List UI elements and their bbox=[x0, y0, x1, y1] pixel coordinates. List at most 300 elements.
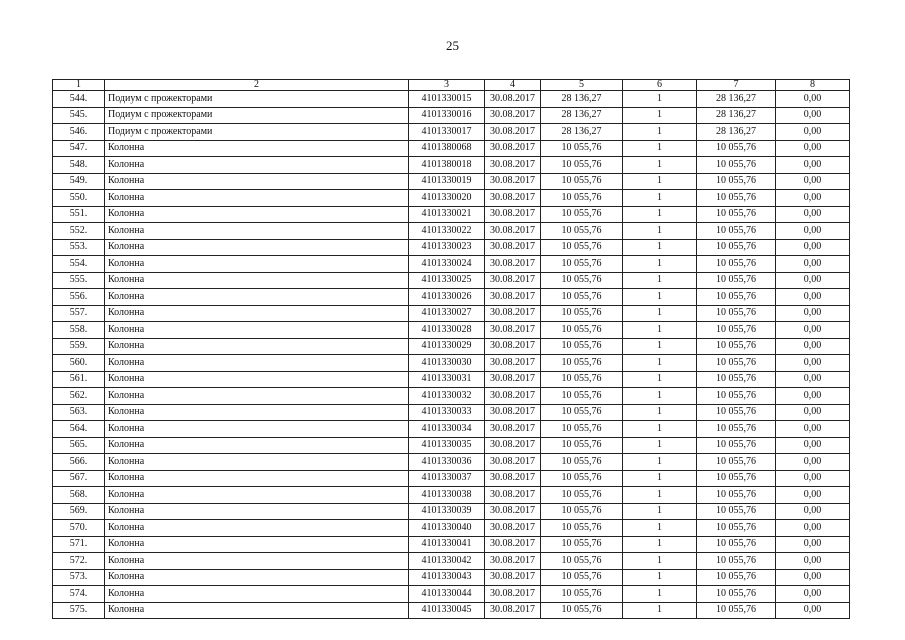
initial-cost-cell: 10 055,76 bbox=[541, 338, 623, 355]
date-cell: 30.08.2017 bbox=[485, 322, 541, 339]
depreciation-cell: 10 055,76 bbox=[697, 569, 776, 586]
date-cell: 30.08.2017 bbox=[485, 190, 541, 207]
table-row bbox=[53, 124, 850, 141]
item-name-cell: Подиум с прожекторами bbox=[105, 91, 409, 108]
row-number-cell: 545. bbox=[53, 107, 105, 124]
inventory-number-cell: 4101330037 bbox=[409, 470, 485, 487]
inventory-number-cell: 4101330045 bbox=[409, 602, 485, 619]
row-number-cell: 564. bbox=[53, 421, 105, 438]
table-row bbox=[53, 157, 850, 174]
inventory-number-cell: 4101330015 bbox=[409, 91, 485, 108]
depreciation-cell: 10 055,76 bbox=[697, 470, 776, 487]
row-number-cell: 555. bbox=[53, 272, 105, 289]
item-name-cell: Подиум с прожекторами bbox=[105, 107, 409, 124]
date-cell: 30.08.2017 bbox=[485, 140, 541, 157]
item-name-cell: Колонна bbox=[105, 602, 409, 619]
quantity-cell: 1 bbox=[623, 437, 697, 454]
item-name-cell: Колонна bbox=[105, 487, 409, 504]
row-number-cell: 569. bbox=[53, 503, 105, 520]
row-number-cell: 559. bbox=[53, 338, 105, 355]
initial-cost-cell: 10 055,76 bbox=[541, 421, 623, 438]
residual-value-cell: 0,00 bbox=[776, 91, 850, 108]
table-row bbox=[53, 470, 850, 487]
table-row bbox=[53, 421, 850, 438]
item-name-cell: Колонна bbox=[105, 553, 409, 570]
residual-value-cell: 0,00 bbox=[776, 124, 850, 141]
inventory-number-cell: 4101330021 bbox=[409, 206, 485, 223]
row-number-cell: 556. bbox=[53, 289, 105, 306]
item-name-cell: Колонна bbox=[105, 338, 409, 355]
initial-cost-cell: 10 055,76 bbox=[541, 239, 623, 256]
item-name-cell: Колонна bbox=[105, 536, 409, 553]
date-cell: 30.08.2017 bbox=[485, 421, 541, 438]
table-row bbox=[53, 256, 850, 273]
item-name-cell: Колонна bbox=[105, 157, 409, 174]
residual-value-cell: 0,00 bbox=[776, 470, 850, 487]
inventory-number-cell: 4101330032 bbox=[409, 388, 485, 405]
table-row bbox=[53, 454, 850, 471]
column-header: 3 bbox=[409, 80, 485, 91]
table-row bbox=[53, 602, 850, 619]
quantity-cell: 1 bbox=[623, 272, 697, 289]
table-row bbox=[53, 322, 850, 339]
quantity-cell: 1 bbox=[623, 322, 697, 339]
inventory-number-cell: 4101330022 bbox=[409, 223, 485, 240]
inventory-number-cell: 4101330030 bbox=[409, 355, 485, 372]
date-cell: 30.08.2017 bbox=[485, 206, 541, 223]
residual-value-cell: 0,00 bbox=[776, 256, 850, 273]
quantity-cell: 1 bbox=[623, 355, 697, 372]
depreciation-cell: 10 055,76 bbox=[697, 553, 776, 570]
inventory-number-cell: 4101330036 bbox=[409, 454, 485, 471]
date-cell: 30.08.2017 bbox=[485, 586, 541, 603]
depreciation-cell: 10 055,76 bbox=[697, 338, 776, 355]
row-number-cell: 570. bbox=[53, 520, 105, 537]
item-name-cell: Колонна bbox=[105, 140, 409, 157]
residual-value-cell: 0,00 bbox=[776, 206, 850, 223]
row-number-cell: 561. bbox=[53, 371, 105, 388]
item-name-cell: Колонна bbox=[105, 305, 409, 322]
table-row bbox=[53, 404, 850, 421]
table-row bbox=[53, 305, 850, 322]
quantity-cell: 1 bbox=[623, 256, 697, 273]
page-number: 25 bbox=[446, 38, 459, 53]
inventory-number-cell: 4101330039 bbox=[409, 503, 485, 520]
inventory-number-cell: 4101330027 bbox=[409, 305, 485, 322]
row-number-cell: 554. bbox=[53, 256, 105, 273]
residual-value-cell: 0,00 bbox=[776, 371, 850, 388]
depreciation-cell: 10 055,76 bbox=[697, 190, 776, 207]
inventory-number-cell: 4101330042 bbox=[409, 553, 485, 570]
depreciation-cell: 10 055,76 bbox=[697, 503, 776, 520]
depreciation-cell: 10 055,76 bbox=[697, 602, 776, 619]
quantity-cell: 1 bbox=[623, 239, 697, 256]
quantity-cell: 1 bbox=[623, 503, 697, 520]
table-row bbox=[53, 388, 850, 405]
table-row bbox=[53, 107, 850, 124]
inventory-number-cell: 4101380018 bbox=[409, 157, 485, 174]
date-cell: 30.08.2017 bbox=[485, 223, 541, 240]
initial-cost-cell: 10 055,76 bbox=[541, 470, 623, 487]
quantity-cell: 1 bbox=[623, 586, 697, 603]
header-row bbox=[53, 80, 850, 91]
row-number-cell: 550. bbox=[53, 190, 105, 207]
inventory-number-cell: 4101330043 bbox=[409, 569, 485, 586]
inventory-number-cell: 4101330028 bbox=[409, 322, 485, 339]
item-name-cell: Колонна bbox=[105, 470, 409, 487]
inventory-number-cell: 4101330023 bbox=[409, 239, 485, 256]
row-number-cell: 549. bbox=[53, 173, 105, 190]
quantity-cell: 1 bbox=[623, 388, 697, 405]
inventory-number-cell: 4101330017 bbox=[409, 124, 485, 141]
inventory-number-cell: 4101330041 bbox=[409, 536, 485, 553]
table-header bbox=[53, 80, 850, 91]
inventory-number-cell: 4101330031 bbox=[409, 371, 485, 388]
item-name-cell: Подиум с прожекторами bbox=[105, 124, 409, 141]
initial-cost-cell: 10 055,76 bbox=[541, 503, 623, 520]
date-cell: 30.08.2017 bbox=[485, 124, 541, 141]
date-cell: 30.08.2017 bbox=[485, 553, 541, 570]
quantity-cell: 1 bbox=[623, 602, 697, 619]
residual-value-cell: 0,00 bbox=[776, 338, 850, 355]
initial-cost-cell: 10 055,76 bbox=[541, 223, 623, 240]
depreciation-cell: 28 136,27 bbox=[697, 107, 776, 124]
table-row bbox=[53, 569, 850, 586]
quantity-cell: 1 bbox=[623, 470, 697, 487]
depreciation-cell: 28 136,27 bbox=[697, 124, 776, 141]
initial-cost-cell: 10 055,76 bbox=[541, 437, 623, 454]
inventory-number-cell: 4101330016 bbox=[409, 107, 485, 124]
row-number-cell: 573. bbox=[53, 569, 105, 586]
date-cell: 30.08.2017 bbox=[485, 338, 541, 355]
date-cell: 30.08.2017 bbox=[485, 371, 541, 388]
date-cell: 30.08.2017 bbox=[485, 454, 541, 471]
table-row bbox=[53, 355, 850, 372]
date-cell: 30.08.2017 bbox=[485, 173, 541, 190]
item-name-cell: Колонна bbox=[105, 256, 409, 273]
residual-value-cell: 0,00 bbox=[776, 239, 850, 256]
quantity-cell: 1 bbox=[623, 520, 697, 537]
quantity-cell: 1 bbox=[623, 289, 697, 306]
quantity-cell: 1 bbox=[623, 173, 697, 190]
inventory-number-cell: 4101330020 bbox=[409, 190, 485, 207]
date-cell: 30.08.2017 bbox=[485, 107, 541, 124]
quantity-cell: 1 bbox=[623, 157, 697, 174]
column-header: 1 bbox=[53, 80, 105, 91]
row-number-cell: 565. bbox=[53, 437, 105, 454]
table-row bbox=[53, 190, 850, 207]
inventory-number-cell: 4101330033 bbox=[409, 404, 485, 421]
initial-cost-cell: 10 055,76 bbox=[541, 140, 623, 157]
residual-value-cell: 0,00 bbox=[776, 536, 850, 553]
inventory-number-cell: 4101380068 bbox=[409, 140, 485, 157]
row-number-cell: 574. bbox=[53, 586, 105, 603]
initial-cost-cell: 28 136,27 bbox=[541, 91, 623, 108]
quantity-cell: 1 bbox=[623, 404, 697, 421]
item-name-cell: Колонна bbox=[105, 223, 409, 240]
date-cell: 30.08.2017 bbox=[485, 305, 541, 322]
quantity-cell: 1 bbox=[623, 190, 697, 207]
table-row bbox=[53, 520, 850, 537]
table-row bbox=[53, 91, 850, 108]
depreciation-cell: 10 055,76 bbox=[697, 256, 776, 273]
residual-value-cell: 0,00 bbox=[776, 569, 850, 586]
inventory-number-cell: 4101330035 bbox=[409, 437, 485, 454]
depreciation-cell: 10 055,76 bbox=[697, 239, 776, 256]
depreciation-cell: 10 055,76 bbox=[697, 355, 776, 372]
table-row bbox=[53, 437, 850, 454]
residual-value-cell: 0,00 bbox=[776, 355, 850, 372]
initial-cost-cell: 10 055,76 bbox=[541, 371, 623, 388]
initial-cost-cell: 10 055,76 bbox=[541, 355, 623, 372]
row-number-cell: 562. bbox=[53, 388, 105, 405]
date-cell: 30.08.2017 bbox=[485, 503, 541, 520]
quantity-cell: 1 bbox=[623, 206, 697, 223]
depreciation-cell: 10 055,76 bbox=[697, 536, 776, 553]
column-header: 4 bbox=[485, 80, 541, 91]
residual-value-cell: 0,00 bbox=[776, 223, 850, 240]
item-name-cell: Колонна bbox=[105, 272, 409, 289]
initial-cost-cell: 28 136,27 bbox=[541, 107, 623, 124]
residual-value-cell: 0,00 bbox=[776, 437, 850, 454]
inventory-number-cell: 4101330040 bbox=[409, 520, 485, 537]
date-cell: 30.08.2017 bbox=[485, 272, 541, 289]
item-name-cell: Колонна bbox=[105, 355, 409, 372]
initial-cost-cell: 10 055,76 bbox=[541, 602, 623, 619]
column-header: 6 bbox=[623, 80, 697, 91]
residual-value-cell: 0,00 bbox=[776, 272, 850, 289]
inventory-number-cell: 4101330025 bbox=[409, 272, 485, 289]
initial-cost-cell: 10 055,76 bbox=[541, 305, 623, 322]
residual-value-cell: 0,00 bbox=[776, 503, 850, 520]
table-row bbox=[53, 173, 850, 190]
date-cell: 30.08.2017 bbox=[485, 91, 541, 108]
item-name-cell: Колонна bbox=[105, 289, 409, 306]
column-header: 2 bbox=[105, 80, 409, 91]
item-name-cell: Колонна bbox=[105, 388, 409, 405]
initial-cost-cell: 10 055,76 bbox=[541, 289, 623, 306]
initial-cost-cell: 10 055,76 bbox=[541, 388, 623, 405]
row-number-cell: 557. bbox=[53, 305, 105, 322]
depreciation-cell: 10 055,76 bbox=[697, 206, 776, 223]
quantity-cell: 1 bbox=[623, 553, 697, 570]
date-cell: 30.08.2017 bbox=[485, 470, 541, 487]
date-cell: 30.08.2017 bbox=[485, 602, 541, 619]
date-cell: 30.08.2017 bbox=[485, 388, 541, 405]
item-name-cell: Колонна bbox=[105, 503, 409, 520]
quantity-cell: 1 bbox=[623, 124, 697, 141]
item-name-cell: Колонна bbox=[105, 520, 409, 537]
date-cell: 30.08.2017 bbox=[485, 487, 541, 504]
initial-cost-cell: 10 055,76 bbox=[541, 272, 623, 289]
quantity-cell: 1 bbox=[623, 107, 697, 124]
inventory-number-cell: 4101330019 bbox=[409, 173, 485, 190]
inventory-number-cell: 4101330029 bbox=[409, 338, 485, 355]
depreciation-cell: 10 055,76 bbox=[697, 421, 776, 438]
column-header: 7 bbox=[697, 80, 776, 91]
row-number-cell: 547. bbox=[53, 140, 105, 157]
quantity-cell: 1 bbox=[623, 223, 697, 240]
inventory-number-cell: 4101330044 bbox=[409, 586, 485, 603]
row-number-cell: 553. bbox=[53, 239, 105, 256]
residual-value-cell: 0,00 bbox=[776, 322, 850, 339]
initial-cost-cell: 10 055,76 bbox=[541, 173, 623, 190]
item-name-cell: Колонна bbox=[105, 239, 409, 256]
row-number-cell: 563. bbox=[53, 404, 105, 421]
residual-value-cell: 0,00 bbox=[776, 404, 850, 421]
depreciation-cell: 10 055,76 bbox=[697, 404, 776, 421]
date-cell: 30.08.2017 bbox=[485, 569, 541, 586]
residual-value-cell: 0,00 bbox=[776, 305, 850, 322]
residual-value-cell: 0,00 bbox=[776, 190, 850, 207]
table-row bbox=[53, 239, 850, 256]
table-row bbox=[53, 536, 850, 553]
depreciation-cell: 10 055,76 bbox=[697, 140, 776, 157]
item-name-cell: Колонна bbox=[105, 586, 409, 603]
table-row bbox=[53, 371, 850, 388]
quantity-cell: 1 bbox=[623, 140, 697, 157]
residual-value-cell: 0,00 bbox=[776, 140, 850, 157]
column-header: 5 bbox=[541, 80, 623, 91]
table-row bbox=[53, 206, 850, 223]
date-cell: 30.08.2017 bbox=[485, 256, 541, 273]
initial-cost-cell: 10 055,76 bbox=[541, 404, 623, 421]
initial-cost-cell: 10 055,76 bbox=[541, 520, 623, 537]
row-number-cell: 575. bbox=[53, 602, 105, 619]
row-number-cell: 567. bbox=[53, 470, 105, 487]
item-name-cell: Колонна bbox=[105, 173, 409, 190]
inventory-number-cell: 4101330024 bbox=[409, 256, 485, 273]
row-number-cell: 560. bbox=[53, 355, 105, 372]
depreciation-cell: 10 055,76 bbox=[697, 437, 776, 454]
date-cell: 30.08.2017 bbox=[485, 437, 541, 454]
item-name-cell: Колонна bbox=[105, 322, 409, 339]
table-row bbox=[53, 503, 850, 520]
residual-value-cell: 0,00 bbox=[776, 553, 850, 570]
table-row bbox=[53, 289, 850, 306]
quantity-cell: 1 bbox=[623, 91, 697, 108]
table-body bbox=[53, 91, 850, 619]
quantity-cell: 1 bbox=[623, 305, 697, 322]
assets-table bbox=[52, 79, 850, 619]
initial-cost-cell: 10 055,76 bbox=[541, 322, 623, 339]
depreciation-cell: 10 055,76 bbox=[697, 157, 776, 174]
quantity-cell: 1 bbox=[623, 536, 697, 553]
depreciation-cell: 10 055,76 bbox=[697, 586, 776, 603]
depreciation-cell: 10 055,76 bbox=[697, 487, 776, 504]
row-number-cell: 568. bbox=[53, 487, 105, 504]
item-name-cell: Колонна bbox=[105, 437, 409, 454]
initial-cost-cell: 28 136,27 bbox=[541, 124, 623, 141]
date-cell: 30.08.2017 bbox=[485, 239, 541, 256]
row-number-cell: 551. bbox=[53, 206, 105, 223]
initial-cost-cell: 10 055,76 bbox=[541, 569, 623, 586]
residual-value-cell: 0,00 bbox=[776, 421, 850, 438]
residual-value-cell: 0,00 bbox=[776, 520, 850, 537]
initial-cost-cell: 10 055,76 bbox=[541, 586, 623, 603]
quantity-cell: 1 bbox=[623, 487, 697, 504]
row-number-cell: 544. bbox=[53, 91, 105, 108]
row-number-cell: 566. bbox=[53, 454, 105, 471]
inventory-number-cell: 4101330034 bbox=[409, 421, 485, 438]
depreciation-cell: 10 055,76 bbox=[697, 371, 776, 388]
depreciation-cell: 10 055,76 bbox=[697, 223, 776, 240]
quantity-cell: 1 bbox=[623, 371, 697, 388]
depreciation-cell: 10 055,76 bbox=[697, 454, 776, 471]
quantity-cell: 1 bbox=[623, 338, 697, 355]
date-cell: 30.08.2017 bbox=[485, 157, 541, 174]
inventory-number-cell: 4101330038 bbox=[409, 487, 485, 504]
date-cell: 30.08.2017 bbox=[485, 520, 541, 537]
row-number-cell: 546. bbox=[53, 124, 105, 141]
table-row bbox=[53, 338, 850, 355]
item-name-cell: Колонна bbox=[105, 404, 409, 421]
initial-cost-cell: 10 055,76 bbox=[541, 454, 623, 471]
table-row bbox=[53, 140, 850, 157]
table-row bbox=[53, 553, 850, 570]
table-row bbox=[53, 272, 850, 289]
date-cell: 30.08.2017 bbox=[485, 289, 541, 306]
residual-value-cell: 0,00 bbox=[776, 586, 850, 603]
initial-cost-cell: 10 055,76 bbox=[541, 487, 623, 504]
residual-value-cell: 0,00 bbox=[776, 454, 850, 471]
item-name-cell: Колонна bbox=[105, 190, 409, 207]
depreciation-cell: 10 055,76 bbox=[697, 520, 776, 537]
row-number-cell: 552. bbox=[53, 223, 105, 240]
residual-value-cell: 0,00 bbox=[776, 487, 850, 504]
quantity-cell: 1 bbox=[623, 569, 697, 586]
row-number-cell: 571. bbox=[53, 536, 105, 553]
residual-value-cell: 0,00 bbox=[776, 388, 850, 405]
table-row bbox=[53, 487, 850, 504]
initial-cost-cell: 10 055,76 bbox=[541, 256, 623, 273]
depreciation-cell: 10 055,76 bbox=[697, 173, 776, 190]
row-number-cell: 572. bbox=[53, 553, 105, 570]
residual-value-cell: 0,00 bbox=[776, 602, 850, 619]
date-cell: 30.08.2017 bbox=[485, 536, 541, 553]
depreciation-cell: 10 055,76 bbox=[697, 289, 776, 306]
table-row bbox=[53, 223, 850, 240]
item-name-cell: Колонна bbox=[105, 454, 409, 471]
initial-cost-cell: 10 055,76 bbox=[541, 157, 623, 174]
depreciation-cell: 10 055,76 bbox=[697, 388, 776, 405]
row-number-cell: 548. bbox=[53, 157, 105, 174]
depreciation-cell: 10 055,76 bbox=[697, 272, 776, 289]
quantity-cell: 1 bbox=[623, 454, 697, 471]
residual-value-cell: 0,00 bbox=[776, 157, 850, 174]
item-name-cell: Колонна bbox=[105, 371, 409, 388]
table-row bbox=[53, 586, 850, 603]
initial-cost-cell: 10 055,76 bbox=[541, 190, 623, 207]
depreciation-cell: 10 055,76 bbox=[697, 322, 776, 339]
row-number-cell: 558. bbox=[53, 322, 105, 339]
residual-value-cell: 0,00 bbox=[776, 107, 850, 124]
inventory-number-cell: 4101330026 bbox=[409, 289, 485, 306]
quantity-cell: 1 bbox=[623, 421, 697, 438]
initial-cost-cell: 10 055,76 bbox=[541, 206, 623, 223]
item-name-cell: Колонна bbox=[105, 421, 409, 438]
item-name-cell: Колонна bbox=[105, 206, 409, 223]
residual-value-cell: 0,00 bbox=[776, 173, 850, 190]
depreciation-cell: 10 055,76 bbox=[697, 305, 776, 322]
date-cell: 30.08.2017 bbox=[485, 404, 541, 421]
date-cell: 30.08.2017 bbox=[485, 355, 541, 372]
initial-cost-cell: 10 055,76 bbox=[541, 553, 623, 570]
initial-cost-cell: 10 055,76 bbox=[541, 536, 623, 553]
depreciation-cell: 28 136,27 bbox=[697, 91, 776, 108]
item-name-cell: Колонна bbox=[105, 569, 409, 586]
residual-value-cell: 0,00 bbox=[776, 289, 850, 306]
